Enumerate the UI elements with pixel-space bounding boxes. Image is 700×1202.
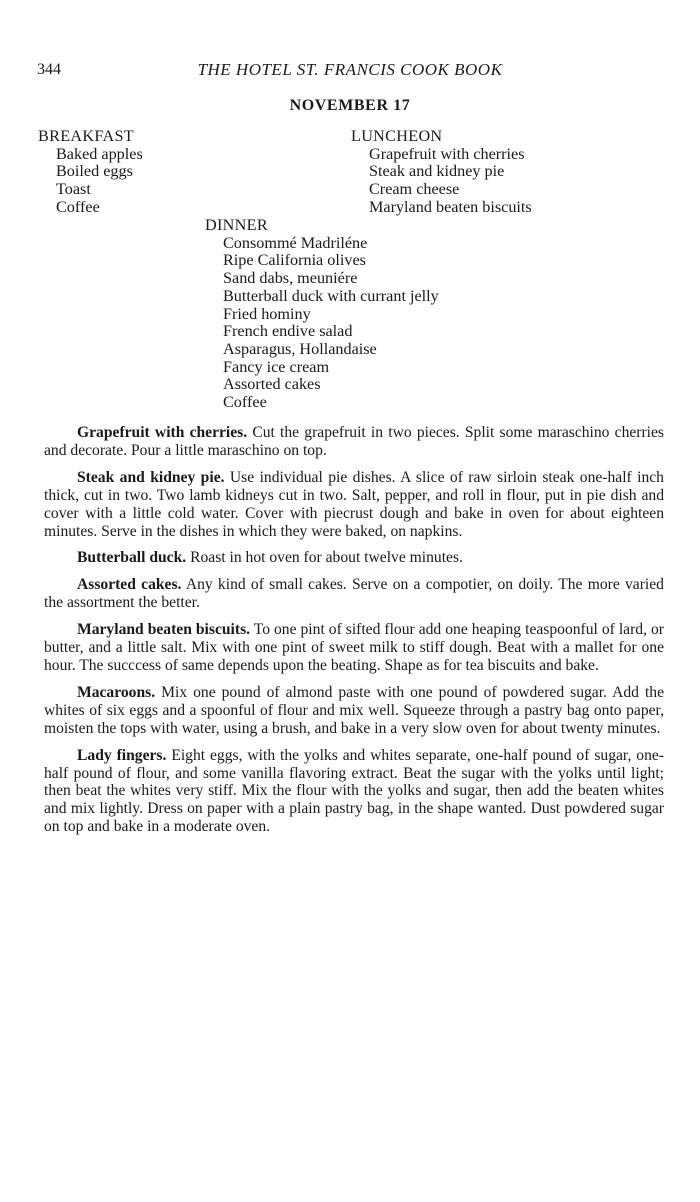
date-heading: NOVEMBER 17 [289,97,411,114]
page-number: 344 [37,61,61,78]
recipe-title: Butterball duck. [77,549,187,567]
recipe-text: Eight eggs, with the yolks and whites separate, one-half pound of sugar, one-half pound of flour, and some vanilla flavoring extract. Beat the sugar with the yolks until light; then beat the whites very stiff. Mix the flour with the yolks and sugar, then add the beaten whites and mix lightly. Dress on paper with a plain pastry bag, in the shape wanted. Dust powdered sugar on top and bake in a moderate oven. [44,746,664,836]
recipe-butterball-duck [44,549,664,567]
recipe-macaroons [44,684,664,738]
recipe-title: Macaroons. [77,683,156,701]
running-head: THE HOTEL ST. FRANCIS COOK BOOK [197,60,503,79]
menu-item: Cream cheese [369,180,460,199]
recipe-title: Maryland beaten biscuits. [77,621,251,639]
recipe-grapefruit-with-cherries [44,424,664,460]
dinner-title: DINNER [205,216,268,234]
menu-item: Butterball duck with currant jelly [223,286,439,305]
menu-item: Maryland beaten biscuits [369,197,532,216]
recipe-text: Any kind of small cakes. Serve on a compotier, on doily. The more varied the assortment the better. [44,576,664,612]
menu-item: Fancy ice cream [223,357,330,376]
menu-item: Baked apples [56,144,143,163]
breakfast-menu [38,128,143,217]
recipe-lady-fingers [44,747,664,837]
menu-item: Boiled eggs [56,162,133,181]
menu-item: Coffee [223,393,267,412]
recipe-text: Roast in hot oven for about twelve minutes. [190,549,463,567]
recipe-text: Mix one pound of almond paste with one pound of powdered sugar. Add the whites of six eggs and a spoonful of flour and mix well. Squeeze through a pastry bag onto paper, moisten the tops with water, using a brush, and bake in a very slow oven for about twenty minutes. [44,683,664,737]
recipe-title: Steak and kidney pie. [77,468,225,486]
recipe-title: Grapefruit with cherries. [77,424,248,441]
recipe-title: Assorted cakes. [77,576,182,594]
recipe-steak-and-kidney-pie [44,469,664,541]
luncheon-title: LUNCHEON [351,127,443,145]
menu-item: Toast [56,180,91,199]
recipe-text: To one pint of sifted flour add one heaping teaspoonful of lard, or butter, and a little salt. Mix with one pint of sweet milk to stiff dough. Beat with a mallet for one hour. The succcess of same depends upon the beating. Shape as for tea biscuits and bake. [44,621,664,674]
menu-item: Assorted cakes [223,375,321,394]
recipe-text: Use individual pie dishes. A slice of raw sirloin steak one-half inch thick, cut in two. Two lamb kidneys cut in two. Salt, pepper, and roll in flour, put in pie dish and cover with a little cold water. Cover with piecrust dough and bake in oven for about eighteen minutes. Serve in the dishes in which they were baked, on napkins. [44,468,664,540]
menu-item: Fried hominy [223,304,311,323]
recipe-text: Cut the grapefruit in two pieces. Split some maraschino cherries and decorate. Pour a little maraschino on top. [44,424,664,459]
dinner-menu [205,217,439,412]
recipe-assorted-cakes [44,576,664,612]
menu-item: Consommé Madriléne [223,233,368,252]
menu-item: Asparagus, Hollandaise [223,339,377,358]
menu-item: Sand dabs, meuniére [223,269,358,288]
menu-item: Ripe California olives [223,251,366,270]
recipe-section [44,424,664,845]
menu-item: Steak and kidney pie [369,162,505,181]
recipe-title: Lady fingers. [77,746,167,764]
menu-item: French endive salad [223,322,353,341]
breakfast-title: BREAKFAST [38,127,134,145]
menu-item: Grapefruit with cherries [369,144,525,163]
recipe-maryland-beaten-biscuits [44,621,664,675]
menu-item: Coffee [56,197,100,216]
luncheon-menu [351,128,532,217]
